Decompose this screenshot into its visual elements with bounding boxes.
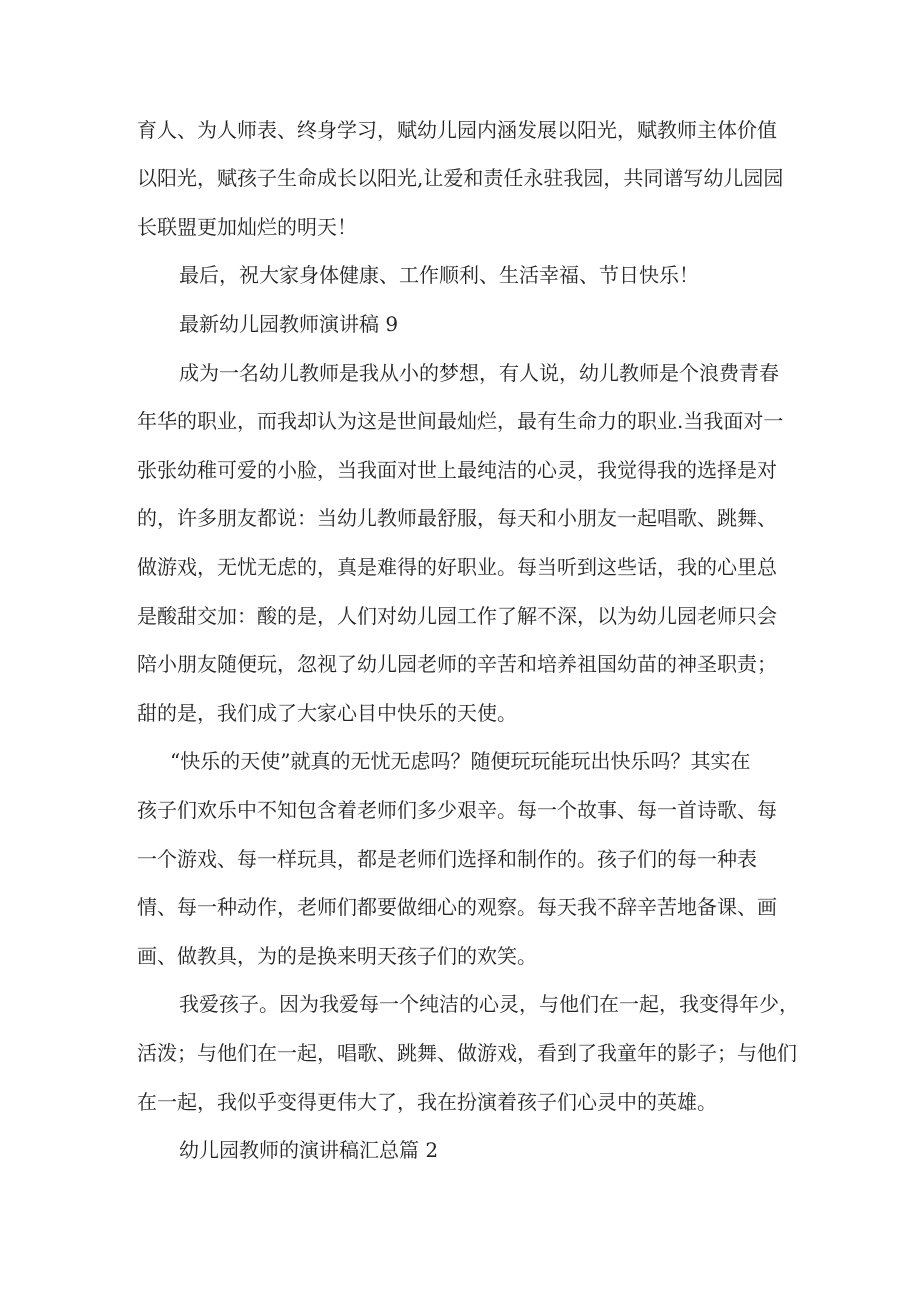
text-line: 长联盟更加灿烂的明天！ [137,215,357,239]
section-heading: 幼儿园教师的演讲稿汇总篇 2 [179,1138,439,1162]
text-line: 是酸甜交加：酸的是，人们对幼儿园工作了解不深，以为幼儿园老师只会 [137,604,777,628]
text-line: 一个游戏、每一样玩具，都是老师们选择和制作的。孩子们的每一种表 [137,847,757,871]
text-line: 张张幼稚可爱的小脸，当我面对世上最纯洁的心灵，我觉得我的选择是对 [137,458,777,482]
text-line: 活泼；与他们在一起，唱歌、跳舞、做游戏，看到了我童年的影子；与他们 [137,1041,797,1065]
text-line: 成为一名幼儿教师是我从小的梦想，有人说，幼儿教师是个浪费青春 [179,361,779,385]
text-line: 甜的是，我们成了大家心目中快乐的天使。 [137,701,517,725]
text-line: 年华的职业，而我却认为这是世间最灿烂，最有生命力的职业.当我面对一 [137,409,784,433]
text-line: 情、每一种动作，老师们都要做细心的观察。每天我不辞辛苦地备课、画 [137,895,777,919]
text-line: “快乐的天使”就真的无忧无虑吗？随便玩玩能玩出快乐吗？其实在 [170,749,751,773]
text-line: 的，许多朋友都说：当幼儿教师最舒服，每天和小朋友一起唱歌、跳舞、 [137,506,777,530]
text-line: 做游戏，无忧无虑的，真是难得的好职业。每当听到这些话，我的心里总 [137,555,777,579]
text-line: 在一起，我似乎变得更伟大了，我在扮演着孩子们心灵中的英雄。 [137,1090,717,1114]
text-line: 陪小朋友随便玩，忽视了幼儿园老师的辛苦和培养祖国幼苗的神圣职责； [137,652,777,676]
text-line: 我爱孩子。因为我爱每一个纯洁的心灵，与他们在一起，我变得年少， [179,992,799,1016]
text-line: 画、做教具，为的是换来明天孩子们的欢笑。 [137,944,537,968]
text-line: 最后，祝大家身体健康、工作顺利、生活幸福、节日快乐！ [179,263,699,287]
section-heading: 最新幼儿园教师演讲稿 9 [179,312,399,336]
text-line: 孩子们欢乐中不知包含着老师们多少艰辛。每一个故事、每一首诗歌、每 [137,798,777,822]
text-line: 以阳光，赋孩子生命成长以阳光,让爱和责任永驻我园，共同谱写幼儿园园 [137,166,784,190]
text-line: 育人、为人师表、终身学习，赋幼儿园内涵发展以阳光，赋教师主体价值 [137,118,777,142]
